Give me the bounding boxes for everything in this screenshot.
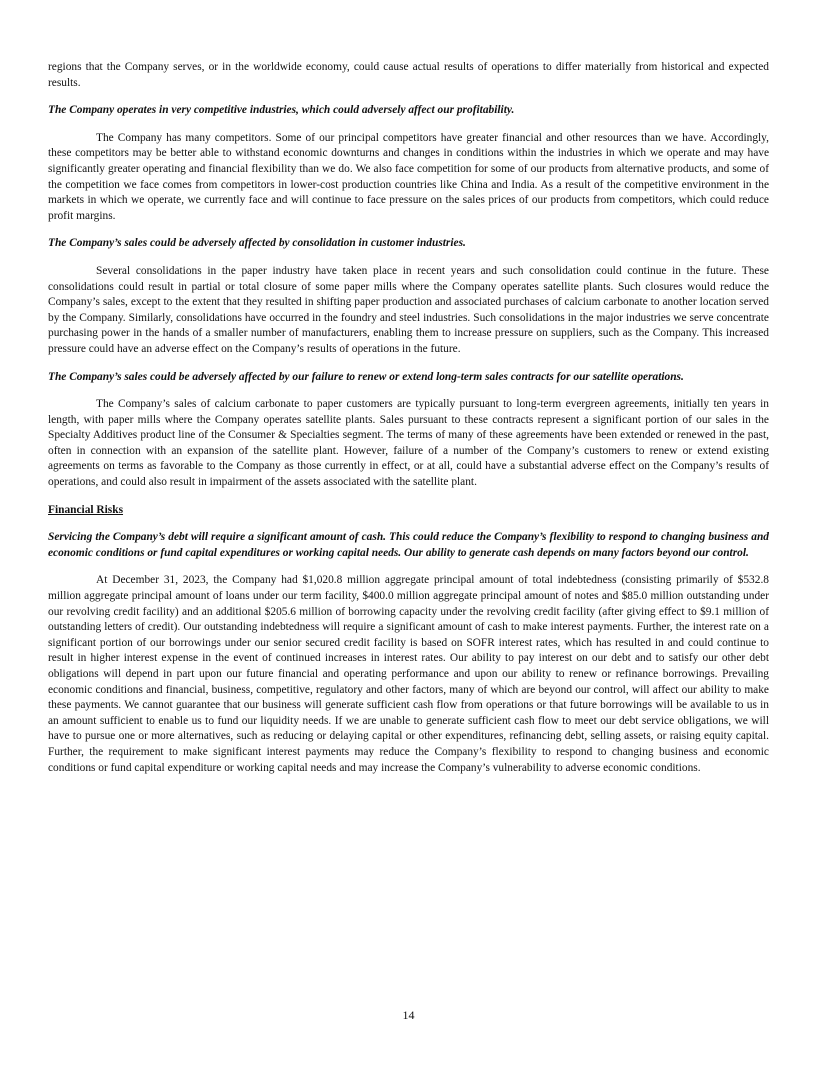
page-number: 14 bbox=[402, 1008, 415, 1022]
risk-heading-competition: The Company operates in very competitive industries, which could adversely affect our profitability. bbox=[48, 104, 515, 117]
paragraph-debt: At December 31, 2023, the Company had $1,020.8 million aggregate principal amount of total indebtedness (consisting primarily of $532.8 million aggregate principal amount of loans under our term facility, $400.0 million aggregate principal amount of notes and $85.0 million outstanding under our revolving credit facility) and an additional $205.6 million of borrowing capacity under the revolving credit facility (after giving effect to $9.1 million of outstanding letters of credit). Our outstanding indebtedness will require a significant amount of cash to make interest payments. Further, the interest rate on a significant portion of our borrowings under our senior secured credit facility is based on SOFR interest rates, which has resulted in and could continue to result in higher interest expense in the event of continued increases in interest rates. Our ability to pay interest on our debt and to satisfy our other debt obligations will depend in part upon our future financial and operating performance and upon our ability to renew or refinance borrowings. Prevailing economic conditions and financial, business, competitive, regulatory and other factors, many of which are beyond our control, will affect our ability to make these payments. We cannot guarantee that our business will generate sufficient cash flow from operations or that future borrowings will be available to us in an amount sufficient to enable us to fund our liquidity needs. If we are unable to generate sufficient cash flow to meet our debt service obligations, we will have to pursue one or more alternatives, such as reducing or delaying capital or other expenditures, refinancing debt, selling assets, or raising equity capital. Further, the requirement to make significant interest payments may reduce the Company’s flexibility to respond to changing business and economic conditions or fund capital expenditure or working capital needs and may increase the Company’s vulnerability to adverse economic conditions. bbox=[48, 574, 769, 774]
paragraph-contracts: The Company’s sales of calcium carbonate to paper customers are typically pursuant to long-term evergreen agreements, initially ten years in length, with paper mills where the Company operates satellite plants. Sales pursuant to these contracts represent a significant portion of our sales in the Specialty Additives product line of the Consumer & Specialties segment. The terms of many of these agreements have been extended or renewed in the past, often in connection with an expansion of the satellite plant. However, failure of a number of the Company’s customers to renew or extend existing agreements on terms as favorable to the Company as those currently in effect, or at all, could have a substantial adverse effect on the Company’s results of operations, and could also result in impairment of the assets associated with the satellite plant. bbox=[48, 398, 769, 489]
paragraph-competition: The Company has many competitors. Some of our principal competitors have greater financial and other resources than we have. Accordingly, these competitors may be better able to withstand economic downturns and changes in conditions within the industries in which we operate and may have significantly greater operating and financial flexibility than we do. We also face competition for some of our products from alternative products, and some of the competition we face comes from competitors in lower-cost production countries like China and India. As a result of the competitive environment in the markets in which we operate, we currently face and will continue to face pressure on the sales prices of our products from competitors, which could reduce profit margins. bbox=[48, 131, 769, 222]
document-page bbox=[48, 60, 769, 788]
paragraph-consolidation: Several consolidations in the paper industry have taken place in recent years and such consolidation could continue in the future. These consolidations could result in partial or total closure of some paper mills where the Company operates satellite plants. Such closures would reduce the Company’s sales, except to the extent that they resulted in shifting paper production and associated purchases of calcium carbonate to another location served by the Company. Similarly, consolidations have occurred in the foundry and steel industries. Such consolidations in the major industries we serve concentrate purchasing power in the hands of a smaller number of manufacturers, enabling them to increase pressure on suppliers, such as the Company. This increased pressure could have an adverse effect on the Company’s results of operations in the future. bbox=[48, 264, 769, 355]
paragraph-continuation: regions that the Company serves, or in the worldwide economy, could cause actual results of operations to differ materially from historical and expected results. bbox=[48, 61, 769, 89]
risk-heading-consolidation: The Company’s sales could be adversely affected by consolidation in customer industries. bbox=[48, 237, 466, 250]
section-heading-financial-risks: Financial Risks bbox=[48, 503, 124, 516]
risk-heading-debt: Servicing the Company’s debt will require a significant amount of cash. This could reduce the Company’s flexibility to respond to changing business and economic conditions or fund capital expenditures or working capital needs. Our ability to generate cash depends on many factors beyond our control. bbox=[48, 531, 769, 559]
risk-heading-contracts: The Company’s sales could be adversely affected by our failure to renew or extend long-term sales contracts for our satellite operations. bbox=[48, 370, 684, 383]
